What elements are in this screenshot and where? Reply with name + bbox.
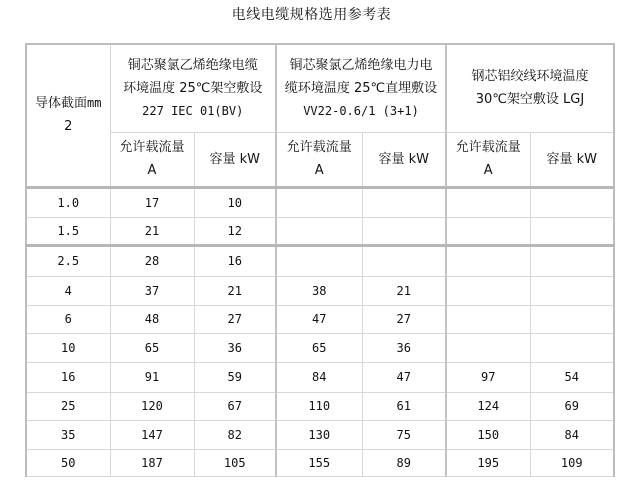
lgj-current-label: 允许载流量 xyxy=(455,140,521,155)
section-cell: 25 xyxy=(26,392,110,420)
group-lgj-line2: 30℃架空敷设 LGJ xyxy=(475,92,585,108)
lgj-current-cell: 97 xyxy=(446,362,530,392)
section-cell: 50 xyxy=(26,449,110,476)
section-cell: 10 xyxy=(26,333,110,362)
lgj-capacity-cell: 84 xyxy=(530,420,614,449)
bv-capacity-cell: 21 xyxy=(194,276,276,305)
bv-current-cell: 28 xyxy=(110,245,194,276)
section-cell: 6 xyxy=(26,305,110,333)
bv-current-cell: 91 xyxy=(110,362,194,392)
table-row xyxy=(26,276,614,305)
lgj-current-cell xyxy=(446,305,530,333)
lgj-capacity-header: 容量 kW xyxy=(530,132,614,187)
bv-capacity-cell: 10 xyxy=(194,187,276,217)
lgj-capacity-cell xyxy=(530,187,614,217)
vv-capacity-cell: 47 xyxy=(362,362,446,392)
table-row xyxy=(26,217,614,245)
group-header-bv xyxy=(110,44,276,132)
vv-capacity-cell xyxy=(362,187,446,217)
bv-current-cell: 120 xyxy=(110,392,194,420)
bv-current-cell: 48 xyxy=(110,305,194,333)
bv-capacity-cell: 59 xyxy=(194,362,276,392)
lgj-capacity-cell: 69 xyxy=(530,392,614,420)
lgj-capacity-cell: 109 xyxy=(530,449,614,476)
vv-capacity-header: 容量 kW xyxy=(362,132,446,187)
cable-spec-table xyxy=(25,43,615,477)
bv-current-cell: 147 xyxy=(110,420,194,449)
bv-capacity-cell: 67 xyxy=(194,392,276,420)
bv-current-label: 允许载流量 xyxy=(119,140,185,155)
vv-current-cell: 84 xyxy=(276,362,362,392)
vv-capacity-cell: 75 xyxy=(362,420,446,449)
vv-current-cell xyxy=(276,187,362,217)
vv-current-cell: 155 xyxy=(276,449,362,476)
bv-capacity-cell: 27 xyxy=(194,305,276,333)
section-header-label: 导体截面 xyxy=(35,96,88,112)
group-vv-line1: 铜芯聚氯乙烯绝缘电力电 xyxy=(289,57,433,73)
lgj-capacity-cell xyxy=(530,217,614,245)
table-row xyxy=(26,187,614,217)
group-vv-line2: 缆环境温度 25℃直埋敷设 xyxy=(284,80,438,96)
vv-current-cell xyxy=(276,245,362,276)
header-row-groups xyxy=(26,44,614,132)
bv-capacity-cell: 82 xyxy=(194,420,276,449)
group-bv-model: 227 IEC 01(BV) xyxy=(142,103,244,118)
bv-current-cell: 37 xyxy=(110,276,194,305)
section-header-cell xyxy=(26,44,110,187)
vv-capacity-cell xyxy=(362,217,446,245)
section-cell: 4 xyxy=(26,276,110,305)
section-cell: 1.0 xyxy=(26,187,110,217)
bv-current-cell: 17 xyxy=(110,187,194,217)
table-row xyxy=(26,362,614,392)
lgj-capacity-cell xyxy=(530,333,614,362)
group-vv-model: VV22-0.6/1 (3+1) xyxy=(303,103,419,118)
vv-capacity-cell: 21 xyxy=(362,276,446,305)
table-row xyxy=(26,305,614,333)
bv-current-cell: 65 xyxy=(110,333,194,362)
group-bv-line2: 环境温度 25℃架空敷设 xyxy=(123,80,263,96)
section-cell: 16 xyxy=(26,362,110,392)
lgj-current-cell: 195 xyxy=(446,449,530,476)
table-row xyxy=(26,420,614,449)
vv-current-cell: 130 xyxy=(276,420,362,449)
vv-current-cell: 47 xyxy=(276,305,362,333)
bv-current-header xyxy=(110,132,194,187)
section-cell: 2.5 xyxy=(26,245,110,276)
lgj-current-cell: 150 xyxy=(446,420,530,449)
page-title: 电线电缆规格选用参考表 xyxy=(231,7,392,23)
lgj-current-cell: 124 xyxy=(446,392,530,420)
lgj-current-cell xyxy=(446,217,530,245)
lgj-current-unit: A xyxy=(483,163,493,178)
vv-capacity-cell: 27 xyxy=(362,305,446,333)
section-header-exponent: 2 xyxy=(64,119,73,135)
lgj-capacity-cell: 54 xyxy=(530,362,614,392)
section-cell: 35 xyxy=(26,420,110,449)
vv-capacity-cell xyxy=(362,245,446,276)
lgj-current-cell xyxy=(446,276,530,305)
bv-capacity-cell: 36 xyxy=(194,333,276,362)
group-header-vv xyxy=(276,44,446,132)
table-row xyxy=(26,392,614,420)
table-row xyxy=(26,449,614,476)
vv-current-header xyxy=(276,132,362,187)
vv-current-cell: 110 xyxy=(276,392,362,420)
vv-current-cell: 38 xyxy=(276,276,362,305)
table-row xyxy=(26,333,614,362)
section-header-unit: mm xyxy=(87,96,102,111)
vv-current-label: 允许载流量 xyxy=(286,140,352,155)
header-row-units xyxy=(26,132,614,187)
bv-current-unit: A xyxy=(147,163,157,178)
bv-capacity-cell: 16 xyxy=(194,245,276,276)
lgj-current-cell xyxy=(446,245,530,276)
bv-capacity-cell: 105 xyxy=(194,449,276,476)
bv-current-cell: 21 xyxy=(110,217,194,245)
group-bv-line1: 铜芯聚氯乙烯绝缘电缆 xyxy=(127,57,258,73)
vv-current-cell xyxy=(276,217,362,245)
lgj-current-cell xyxy=(446,333,530,362)
lgj-capacity-cell xyxy=(530,305,614,333)
group-header-lgj xyxy=(446,44,614,132)
lgj-capacity-cell xyxy=(530,245,614,276)
lgj-current-header xyxy=(446,132,530,187)
table-row xyxy=(26,245,614,276)
group-lgj-line1: 钢芯铝绞线环境温度 xyxy=(471,69,589,85)
lgj-current-cell xyxy=(446,187,530,217)
vv-capacity-cell: 61 xyxy=(362,392,446,420)
vv-capacity-cell: 89 xyxy=(362,449,446,476)
section-cell: 1.5 xyxy=(26,217,110,245)
vv-capacity-cell: 36 xyxy=(362,333,446,362)
lgj-capacity-cell xyxy=(530,276,614,305)
bv-current-cell: 187 xyxy=(110,449,194,476)
bv-capacity-cell: 12 xyxy=(194,217,276,245)
vv-current-unit: A xyxy=(314,163,324,178)
bv-capacity-header: 容量 kW xyxy=(194,132,276,187)
vv-current-cell: 65 xyxy=(276,333,362,362)
